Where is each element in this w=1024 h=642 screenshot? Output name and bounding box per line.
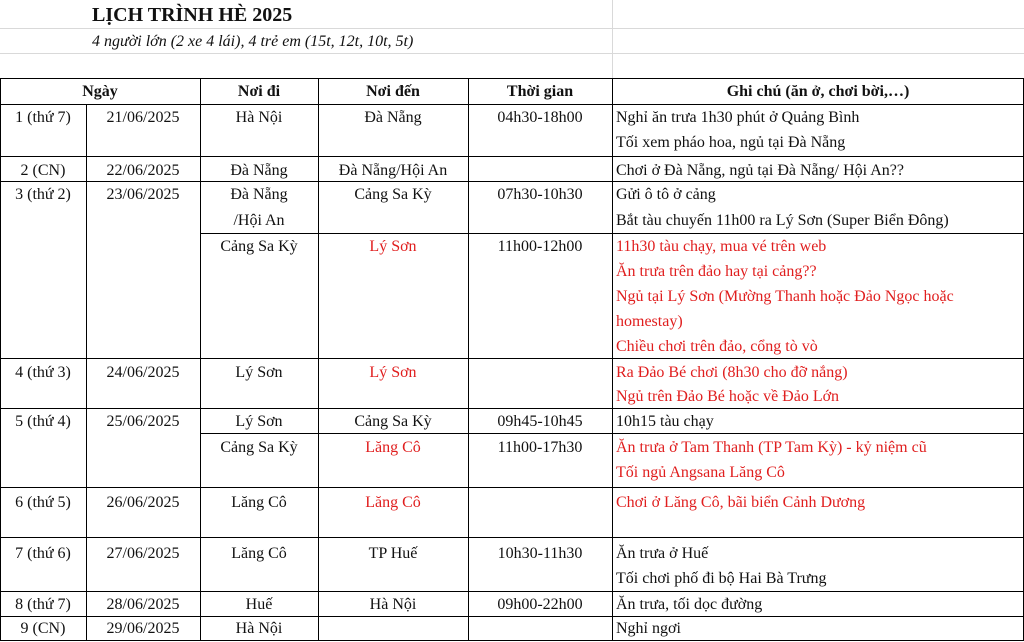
cell-note: Ra Đảo Bé chơi (8h30 cho đỡ nắng) [616,364,848,381]
cell-date: 24/06/2025 [106,364,180,381]
header-note: Ghi chú (ăn ở, chơi bời,…) [726,83,910,100]
cell-note: Ăn trưa ở Huế [616,545,709,562]
cell-note: Gửi ô tô ở cảng [616,186,716,203]
cell-to: Đà Nẵng [364,109,422,126]
cell-day: 3 (thứ 2) [15,186,71,203]
cell-note: Tối ngủ Angsana Lăng Cô [616,464,785,481]
cell-day: 4 (thứ 3) [15,364,71,381]
cell-time: 07h30-10h30 [497,186,583,203]
cell-from: Lăng Cô [231,545,287,562]
cell-date: 23/06/2025 [106,186,180,203]
table-border [0,616,1024,617]
cell-date: 25/06/2025 [106,413,180,430]
table-border [0,640,1024,641]
cell-from: Lăng Cô [231,494,287,511]
header-time: Thời gian [506,83,574,100]
gridline [612,0,613,78]
table-border [0,104,1024,105]
cell-note: Ăn trưa ở Tam Thanh (TP Tam Kỳ) - kỷ niệm cũ [616,439,927,456]
cell-date: 27/06/2025 [106,545,180,562]
cell-time: 10h30-11h30 [497,545,583,562]
cell-to: Cảng Sa Kỳ [354,413,432,430]
cell-date: 29/06/2025 [106,620,180,637]
cell-note: Ăn trưa trên đảo hay tại cảng?? [616,263,817,280]
table-border [612,78,613,641]
cell-to: Lăng Cô [365,439,421,456]
cell-note: 10h15 tàu chạy [616,413,714,430]
cell-from: /Hội An [233,212,285,229]
page-title: LỊCH TRÌNH HÈ 2025 [92,4,293,26]
cell-to: Lý Sơn [369,364,417,381]
cell-from: Huế [245,596,273,613]
cell-to: Lăng Cô [365,494,421,511]
cell-time: 11h00-12h00 [497,238,583,255]
cell-date: 22/06/2025 [106,162,180,179]
cell-from: Lý Sơn [235,413,283,430]
cell-date: 21/06/2025 [106,109,180,126]
header-day: Ngày [82,83,118,100]
cell-day: 1 (thứ 7) [15,109,71,126]
gridline [0,53,1024,54]
cell-day: 6 (thứ 5) [15,494,71,511]
cell-to: Đà Nẵng/Hội An [338,162,448,179]
cell-from: Hà Nội [235,109,283,126]
table-border [0,537,1024,538]
cell-time: 09h00-22h00 [497,596,583,613]
cell-note: Ngủ trên Đảo Bé hoặc về Đảo Lớn [616,388,840,405]
cell-day: 9 (CN) [20,620,66,637]
cell-day: 8 (thứ 7) [15,596,71,613]
gridline [0,28,1024,29]
cell-note: Ăn trưa, tối dọc đường [616,596,763,613]
table-border [0,78,1024,79]
cell-note: homestay) [616,313,683,330]
cell-time: 04h30-18h00 [497,109,583,126]
header-to: Nơi đến [366,83,420,100]
cell-time: 09h45-10h45 [497,413,583,430]
cell-from: Hà Nội [235,620,283,637]
cell-day: 2 (CN) [20,162,66,179]
cell-note: Ngủ tại Lý Sơn (Mường Thanh hoặc Đảo Ngọc hoặc [616,288,954,305]
table-border [0,408,1024,409]
cell-from: Lý Sơn [235,364,283,381]
cell-day: 7 (thứ 6) [15,545,71,562]
cell-note: Nghỉ ăn trưa 1h30 phút ở Quảng Bình [616,109,860,126]
cell-note: Nghỉ ngơi [616,620,681,637]
table-border [0,358,1024,359]
cell-note: Chơi ở Đà Nẵng, ngủ tại Đà Nẵng/ Hội An?? [616,162,904,179]
table-border [0,591,1024,592]
cell-note: Chiều chơi trên đảo, cổng tò vò [616,338,818,355]
cell-from: Đà Nẵng [230,162,288,179]
cell-note: Tối xem pháo hoa, ngủ tại Đà Nẵng [616,134,846,151]
cell-note: 11h30 tàu chạy, mua vé trên web [616,238,827,255]
cell-time: 11h00-17h30 [497,439,583,456]
cell-day: 5 (thứ 4) [15,413,71,430]
table-border [0,487,1024,488]
cell-note: Chơi ở Lăng Cô, bãi biển Cảnh Dương [616,494,866,511]
cell-to: Hà Nội [369,596,417,613]
cell-from: Cảng Sa Kỳ [220,238,298,255]
cell-from: Đà Nẵng [230,186,288,203]
cell-to: Lý Sơn [369,238,417,255]
cell-to: TP Huế [368,545,418,562]
cell-from: Cảng Sa Kỳ [220,439,298,456]
cell-date: 26/06/2025 [106,494,180,511]
page-subtitle: 4 người lớn (2 xe 4 lái), 4 trẻ em (15t, 12t, 10t, 5t) [92,33,414,50]
table-border [0,181,1024,182]
cell-date: 28/06/2025 [106,596,180,613]
cell-note: Tối chơi phố đi bộ Hai Bà Trưng [616,570,827,587]
table-border [0,156,1024,157]
cell-note: Bắt tàu chuyến 11h00 ra Lý Sơn (Super Biển Đông) [616,212,949,229]
header-from: Nơi đi [237,83,281,100]
cell-to: Cảng Sa Kỳ [354,186,432,203]
